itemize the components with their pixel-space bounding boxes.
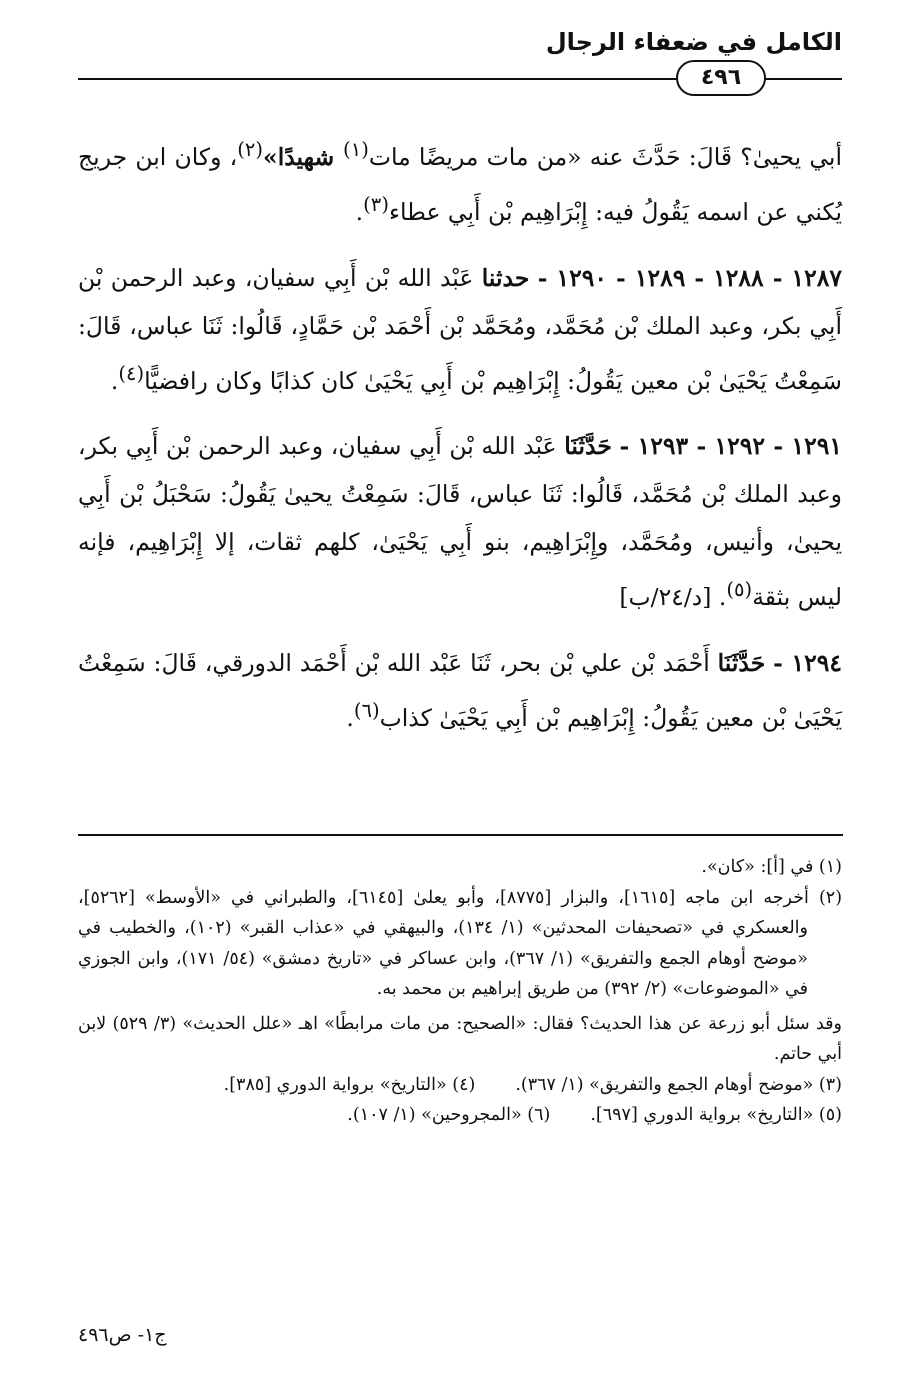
footnote-row-5-6 [78,1100,842,1131]
footnote-1: (١) في [أ]: «كان». [701,857,842,877]
book-title: الكامل في ضعفاء الرجال [545,28,842,56]
footnote-separator [78,834,843,836]
footnote-2: (٢) أخرجه ابن ماجه [١٦١٥]، والبزار [٨٧٧٥]، وأبو يعلىٰ [٦١٤٥]، والطبراني في «الأوسط» [٥٢٦٢]، والعسكري في «تصحيفات المحدثين» (١/ ١٣٤)، والبيهقي في «عذاب القبر» (١٠٢)، والخطيب في «موضح أوهام الجمع والتفريق» (١/ ٣٦٧)، وابن عساكر في «تاريخ دمشق» (٥٤/ ١٧١)، وابن الجوزي في «الموضوعات» (٢/ ٣٩٢) من طريق إبراهيم بن محمد به. [78,887,843,999]
paragraph-3: ١٢٩١ - ١٢٩٢ - ١٢٩٣ - حَدَّثَنَا عَبْد الله بْن أَبِي سفيان، وعبد الرحمن بْن أَبِي بكر، وعبد الملك بْن مُحَمَّد، قَالُوا: ثَنَا عباس، قَالَ: سَمِعْتُ يحيىٰ يَقُولُ: سَحْبَلُ بْن أَبِي يحيىٰ، وأنيس، ومُحَمَّد، وإِبْرَاهِيم، بنو أَبِي يَحْيَىٰ، كلهم ثقات، إلا إِبْرَاهِيم، فإنه ليس بثقة$^{(٥)}$. [د/٢٤/ب] [78,432,842,612]
paragraph-4: ١٢٩٤ - حَدَّثَنَا أَحْمَد بْن علي بْن بحر، ثَنَا عَبْد الله بْن أَحْمَد الدورقي، قَالَ: سَمِعْتُ يَحْيَىٰ بْن معين يَقُولُ: إِبْرَاهِيم بْن أَبِي يَحْيَىٰ كذاب$^{(٦)}$. [78,649,842,733]
footnote-4: (٤) «التاريخ» برواية الدوري [٣٨٥]. [223,1074,476,1095]
footnotes [78,852,842,1131]
footnote-6: (٦) «المجروحين» (١/ ١٠٧). [347,1105,551,1125]
footnote-2-note: وقد سئل أبو زرعة عن هذا الحديث؟ فقال: «الصحيح: من مات مرابطًا» اهـ «علل الحديث» (٣/ ٥٢٩) لابن أبي حاتم. [78,1013,842,1064]
main-text [78,126,842,742]
footnote-3: (٣) «موضح أوهام الجمع والتفريق» (١/ ٣٦٧). [515,1074,842,1095]
volume-page-reference: ج١- ص٤٩٦ [78,1324,167,1346]
footnote-row-3-4 [78,1070,842,1101]
paragraph-2: ١٢٨٧ - ١٢٨٨ - ١٢٨٩ - ١٢٩٠ - حدثنا عَبْد الله بْن أَبِي سفيان، وعبد الرحمن بْن أَبِي بكر، وعبد الملك بْن مُحَمَّد، ومُحَمَّد بْن أَحْمَد بْن حَمَّادٍ، قَالُوا: ثَنَا عباس، قَالَ: سَمِعْتُ يَحْيَىٰ بْن معين يَقُولُ: إِبْرَاهِيم بْن أَبِي يَحْيَىٰ كان كذابًا وكان رافضيًّا$^{(٤)}$. [78,263,842,395]
paragraph-1: أبي يحيىٰ؟ قَالَ: حَدَّثَ عنه «من مات مريضًا مات$^{(١)}$ شهيدًا»$^{(٢)}$، وكان ابن جريج يُكني عن اسمه يَقُولُ فيه: إِبْرَاهِيم بْن أَبِي عطاء$^{(٣)}$. [78,138,842,226]
footnote-5: (٥) «التاريخ» برواية الدوري [٦٩٧]. [590,1105,842,1125]
page-number: ٤٩٦ [676,60,766,96]
manuscript-reference: [د/٢٤/ب] [619,583,712,612]
